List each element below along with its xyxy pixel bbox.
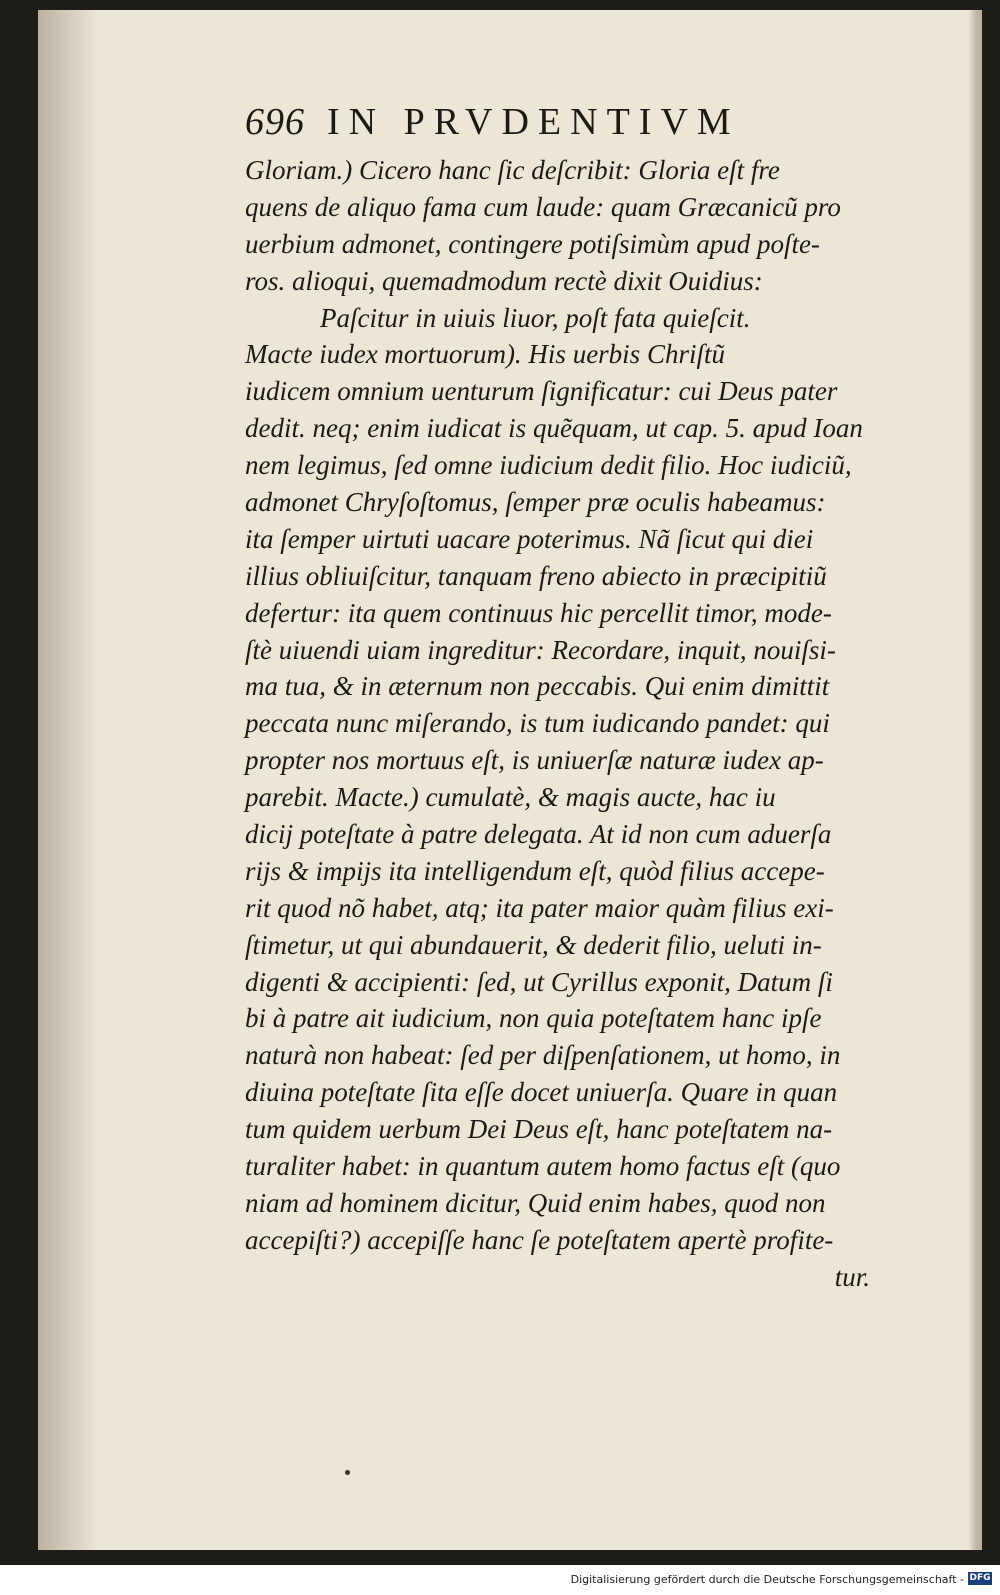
text-line: illius obliuiſcitur, tanquam freno abiecto in præcipitiũ — [245, 560, 827, 591]
text-line: niam ad hominem dicitur, Quid enim habes, quod non — [245, 1187, 826, 1218]
text-line-final: tur. — [834, 1261, 870, 1292]
text-line: ita ſemper uirtuti uacare poterimus. Nã ſicut qui diei — [245, 523, 814, 554]
text-line: turaliter habet: in quantum autem homo factus eſt (quo — [245, 1151, 841, 1182]
dfg-logo: DFG — [969, 1573, 991, 1583]
funding-credit: Digitalisierung gefördert durch die Deutsche Forschungsgemeinschaft - — [570, 1573, 964, 1586]
text-line: tum quidem uerbum Dei Deus eſt, hanc poteſtatem na- — [245, 1114, 833, 1145]
running-title: IN PRVDENTIVM — [327, 101, 740, 143]
digitization-footer — [0, 1565, 1000, 1595]
text-line: naturà non habeat: ſed per diſpenſationem, ut homo, in — [245, 1040, 841, 1071]
verse-quotation: Paſcitur in uiuis liuor, poſt fata quieſcit. — [320, 302, 751, 333]
text-line: rit quod nõ habet, atq; ita pater maior quàm filius exi- — [245, 892, 834, 923]
text-line: uerbium admonet, contingere potiſsimùm apud poſte- — [245, 228, 820, 259]
text-line: Macte iudex mortuorum). His uerbis Chriſtũ — [245, 339, 725, 370]
text-line: accepiſti?) accepiſſe hanc ſe poteſtatem apertè profite- — [245, 1224, 834, 1255]
text-line: diuina poteſtate ſita eſſe docet uniuerſa. Quare in quan — [245, 1077, 838, 1108]
text-line: bi à patre ait iudicium, non quia poteſtatem hanc ipſe — [245, 1003, 822, 1034]
text-line: ſtè uiuendi uiam ingreditur: Recordare, inquit, nouiſsi- — [245, 634, 836, 665]
page-edge-shadow — [968, 10, 978, 1550]
text-line: dicij poteſtate à patre delegata. At id non cum aduerſa — [245, 819, 832, 850]
text-line: Gloriam.) Cicero hanc ſic deſcribit: Gloria eſt fre — [245, 155, 780, 185]
gutter-shadow — [38, 10, 98, 1550]
text-line: dedit. neq; enim iudicat is quẽquam, ut cap. 5. apud Ioan — [245, 413, 863, 444]
text-line: propter nos mortuus eſt, is uniuerſæ naturæ iudex ap- — [245, 745, 824, 776]
text-line: digenti & accipienti: ſed, ut Cyrillus exponit, Datum ſi — [245, 966, 833, 997]
text-line: ma tua, & in æternum non peccabis. Qui enim dimittit — [245, 671, 830, 702]
text-line: defertur: ita quem continuus hic percellit timor, mode- — [245, 597, 832, 628]
running-head — [245, 100, 740, 144]
text-line: rijs & impijs ita intelligendum eſt, quòd filius accepe- — [245, 855, 825, 886]
text-line: nem legimus, ſed omne iudicium dedit filio. Hoc iudiciũ, — [245, 450, 852, 481]
text-line: iudicem omnium uenturum ſignificatur: cui Deus pater — [245, 376, 838, 407]
ink-speck — [345, 1470, 350, 1475]
text-line: admonet Chryſoſtomus, ſemper præ oculis habeamus: — [245, 487, 826, 518]
text-line: quens de aliquo fama cum laude: quam Græcanicũ pro — [245, 191, 841, 222]
text-line: peccata nunc miſerando, is tum iudicando pandet: qui — [245, 708, 830, 739]
text-line: ros. alioqui, quemadmodum rectè dixit Ouidius: — [245, 265, 763, 296]
text-line: parebit. Macte.) cumulatè, & magis aucte, hac iu — [245, 782, 776, 813]
page-number: 696 — [245, 101, 305, 143]
body-text — [245, 152, 885, 1296]
text-line: ſtimetur, ut qui abundauerit, & dederit filio, ueluti in- — [245, 929, 822, 960]
